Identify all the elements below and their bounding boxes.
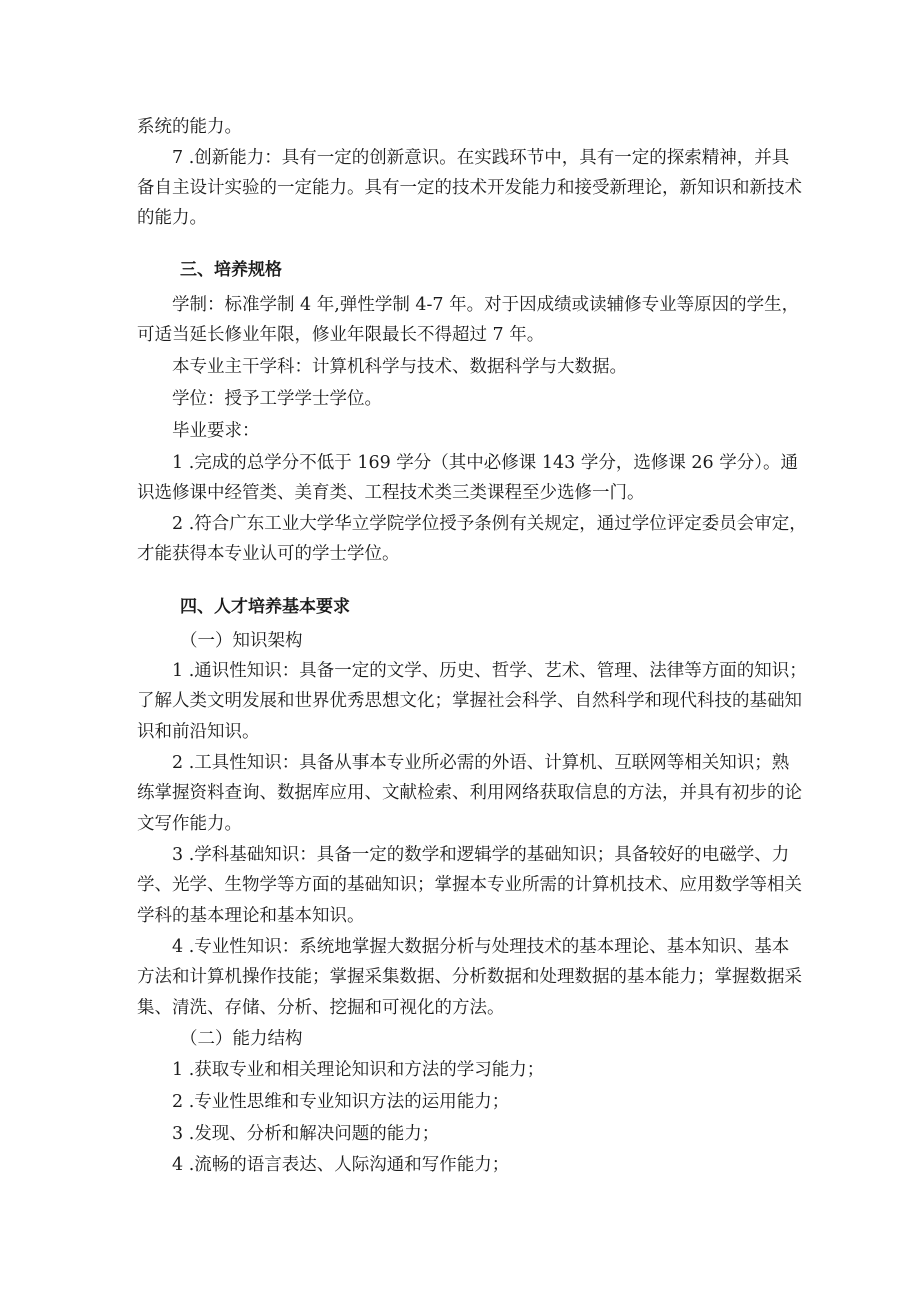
knowledge-1-line2: 了解人类文明发展和世界优秀思想文化；掌握社会科学、自然科学和现代科技的基础知 (137, 691, 802, 711)
degree-text: 学位：授予工学学士学位。 (172, 389, 382, 409)
subheading-ability-structure: （二）能力结构 (180, 1029, 303, 1049)
paragraph-innovation-line3: 的能力。 (137, 208, 207, 228)
knowledge-1-line3: 识和前沿知识。 (137, 722, 260, 742)
requirement-1-line1: 1 .完成的总学分不低于 169 学分（其中必修课 143 学分，选修课 26 学分）。通 (172, 453, 798, 473)
paragraph-innovation-line1: 7 .创新能力：具有一定的创新意识。在实践环节中，具有一定的探索精神，并具 (172, 148, 790, 168)
section-heading-basic-requirements: 四、人才培养基本要求 (180, 597, 350, 617)
requirement-2-line2: 才能获得本专业认可的学士学位。 (137, 544, 400, 564)
requirement-2-line1: 2 .符合广东工业大学华立学院学位授予条例有关规定，通过学位评定委员会审定， (172, 514, 807, 534)
text-line: 系统的能力。 (137, 117, 242, 137)
ability-2: 2 .专业性思维和专业知识方法的运用能力； (172, 1092, 510, 1112)
knowledge-3-line1: 3 .学科基础知识：具备一定的数学和逻辑学的基础知识；具备较好的电磁学、力 (172, 845, 790, 865)
knowledge-1-line1: 1 .通识性知识：具备一定的文学、历史、哲学、艺术、管理、法律等方面的知识； (172, 661, 807, 681)
ability-3: 3 .发现、分析和解决问题的能力； (172, 1124, 440, 1144)
subheading-knowledge-structure: （一）知识架构 (180, 631, 303, 651)
knowledge-3-line3: 学科的基本理论和基本知识。 (137, 906, 365, 926)
ability-4: 4 .流畅的语言表达、人际沟通和写作能力； (172, 1155, 510, 1175)
graduation-requirements-label: 毕业要求： (172, 421, 260, 441)
main-subjects-text: 本专业主干学科：计算机科学与技术、数据科学与大数据。 (172, 357, 627, 377)
paragraph-innovation-line2: 备自主设计实验的一定能力。具有一定的技术开发能力和接受新理论，新知识和新技术 (137, 178, 802, 198)
knowledge-4-line3: 集、清洗、存储、分析、挖掘和可视化的方法。 (137, 998, 505, 1018)
knowledge-2-line1: 2 .工具性知识：具备从事本专业所必需的外语、计算机、互联网等相关知识；熟 (172, 753, 790, 773)
ability-1: 1 .获取专业和相关理论知识和方法的学习能力； (172, 1060, 545, 1080)
requirement-1-line2: 识选修课中经管类、美育类、工程技术类三类课程至少选修一门。 (137, 483, 645, 503)
knowledge-2-line2: 练掌握资料查询、数据库应用、文献检索、利用网络获取信息的方法，并具有初步的论 (137, 783, 802, 803)
knowledge-2-line3: 文写作能力。 (137, 814, 242, 834)
paragraph-duration-line2: 可适当延长修业年限，修业年限最长不得超过 7 年。 (137, 325, 545, 345)
section-heading-training-spec: 三、培养规格 (180, 260, 282, 280)
knowledge-4-line2: 方法和计算机操作技能；掌握采集数据、分析数据和处理数据的基本能力；掌握数据采 (137, 967, 802, 987)
paragraph-duration-line1: 学制：标准学制 4 年,弹性学制 4-7 年。对于因成绩或读辅修专业等原因的学生， (172, 295, 800, 315)
knowledge-4-line1: 4 .专业性知识：系统地掌握大数据分析与处理技术的基本理论、基本知识、基本 (172, 937, 790, 957)
knowledge-3-line2: 学、光学、生物学等方面的基础知识；掌握本专业所需的计算机技术、应用数学等相关 (137, 875, 802, 895)
